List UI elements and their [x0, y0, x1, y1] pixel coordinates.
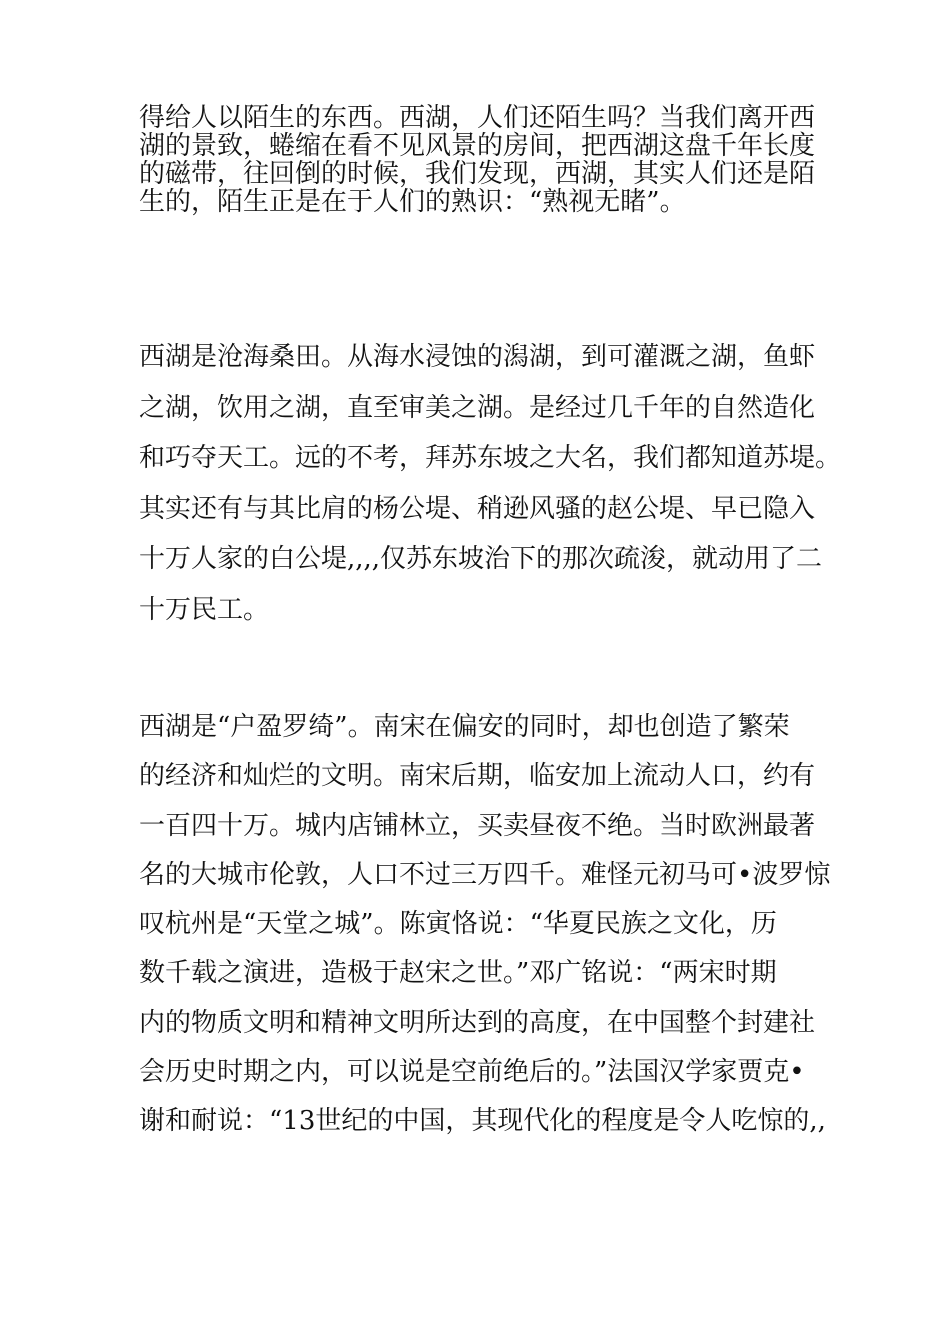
text-line: 名的大城市伦敦，人口不过三万四千。难怪元初马可•波罗惊	[139, 859, 831, 890]
text-line: 一百四十万。城内店铺林立，买卖昼夜不绝。当时欧洲最著	[139, 810, 816, 841]
text-line: 湖的景致，蜷缩在看不见风景的房间，把西湖这盘千年长度	[139, 131, 816, 161]
text-line: 的经济和灿烂的文明。南宋后期，临安加上流动人口，约有	[139, 761, 816, 792]
text-line: 十万人家的白公堤,,,,仅苏东坡治下的那次疏浚，就动用了二	[139, 544, 823, 574]
text-line: 得给人以陌生的东西。西湖，人们还陌生吗？当我们离开西	[139, 103, 816, 133]
paragraph-2	[139, 332, 842, 635]
text-line: 数千载之演进，造极于赵宋之世。”邓广铭说：“两宋时期	[139, 958, 777, 989]
text-line: 的磁带，往回倒的时候，我们发现，西湖，其实人们还是陌	[139, 159, 816, 189]
text-line: 西湖是沧海桑田。从海水浸蚀的潟湖，到可灌溉之湖，鱼虾	[139, 342, 816, 372]
text-line: 内的物质文明和精神文明所达到的高度，在中国整个封建社	[139, 1007, 816, 1038]
text-line: 十万民工。	[139, 594, 270, 625]
text-line: 西湖是“户盈罗绮”。南宋在偏安的同时，却也创造了繁荣	[139, 712, 790, 742]
text-line: 其实还有与其比肩的杨公堤、稍逊风骚的赵公堤、早已隐入	[139, 493, 816, 524]
paragraph-1	[139, 104, 819, 216]
text-line: 生的，陌生正是在于人们的熟识：“熟视无睹”。	[139, 187, 686, 217]
text-line: 会历史时期之内，可以说是空前绝后的。”法国汉学家贾克•	[139, 1057, 805, 1088]
text-line: 和巧夺天工。远的不考，拜苏东坡之大名，我们都知道苏堤。	[139, 443, 842, 473]
paragraph-3	[139, 703, 831, 1147]
text-line: 之湖，饮用之湖，直至审美之湖。是经过几千年的自然造化	[139, 392, 816, 423]
text-line: 叹杭州是“天堂之城”。陈寅恪说：“华夏民族之文化，历	[139, 909, 777, 940]
text-line: 谢和耐说：“13世纪的中国，其现代化的程度是令人吃惊的,,	[139, 1106, 826, 1137]
